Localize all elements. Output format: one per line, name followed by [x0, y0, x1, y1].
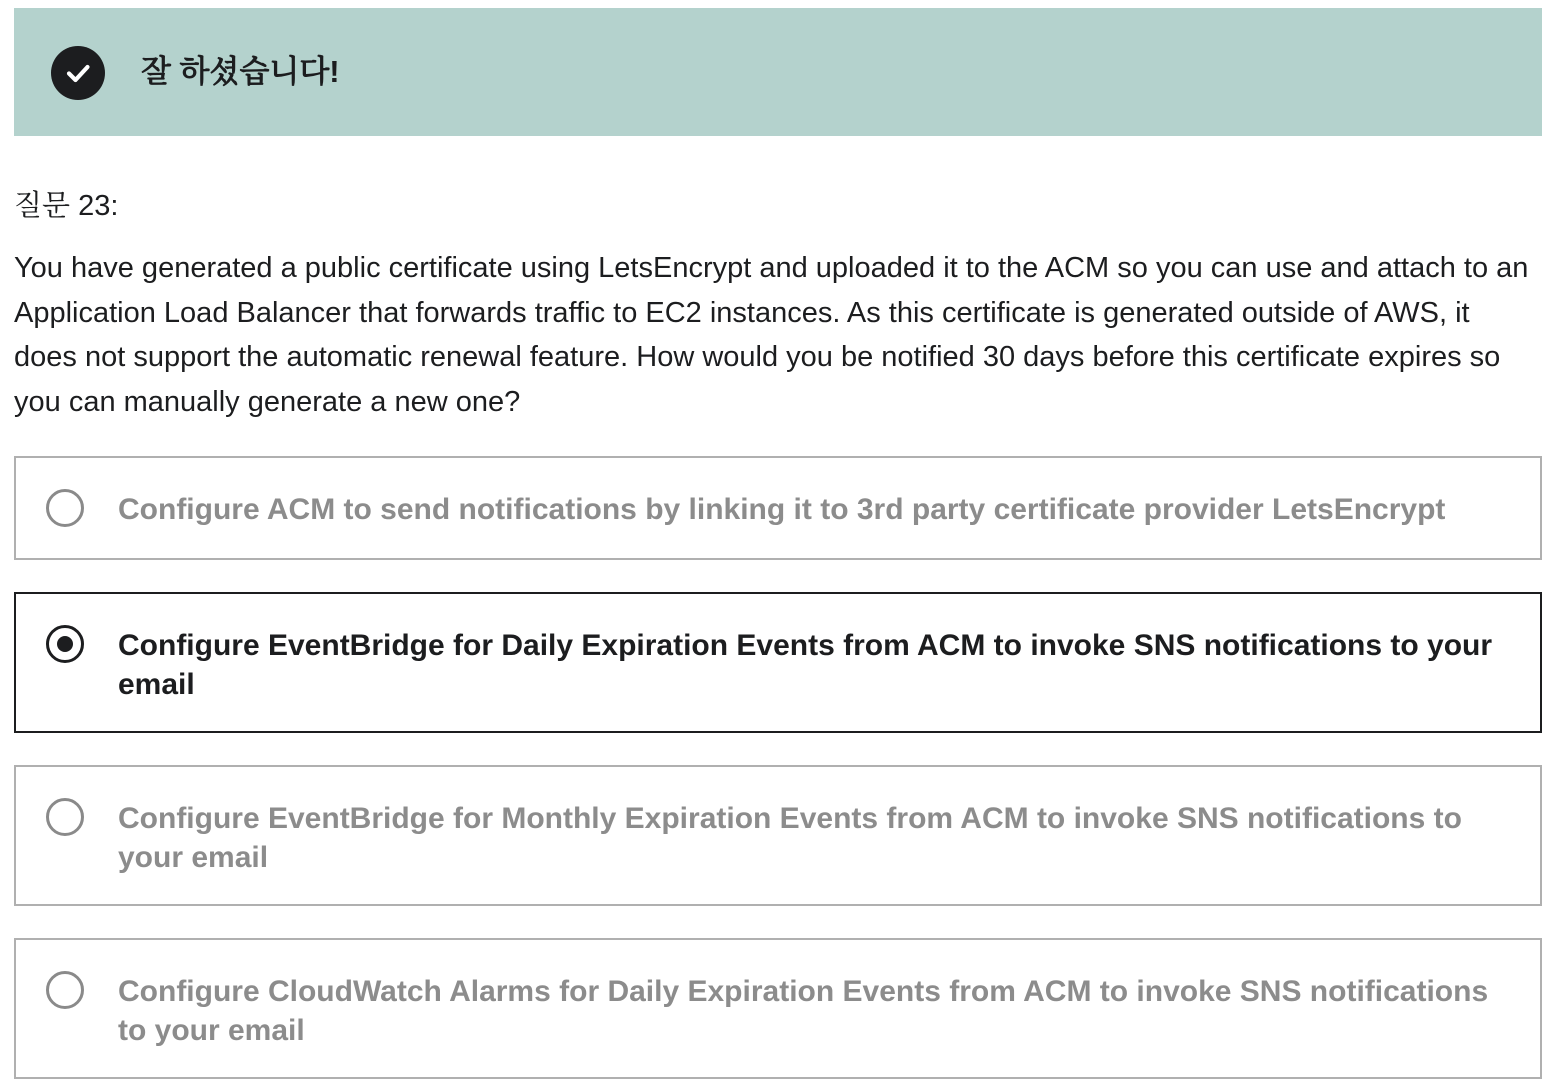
radio-button[interactable] [46, 489, 84, 527]
success-banner [14, 8, 1542, 136]
answer-option-label: Configure CloudWatch Alarms for Daily Expiration Events from ACM to invoke SNS notifications to your email [118, 975, 1489, 1047]
answer-option-4[interactable] [14, 938, 1542, 1079]
answer-option-1[interactable] [14, 456, 1542, 560]
answer-option-label: Configure ACM to send notifications by linking it to 3rd party certificate provider LetsEncrypt [118, 493, 1446, 526]
radio-selected-dot [57, 636, 73, 652]
radio-button[interactable] [46, 971, 84, 1009]
success-message: 잘 하셨습니다! [141, 54, 340, 89]
question-number: 질문 23: [14, 190, 119, 222]
radio-button[interactable] [46, 798, 84, 836]
answer-option-2[interactable] [14, 592, 1542, 733]
radio-button-selected[interactable] [46, 625, 84, 663]
check-circle-icon [51, 46, 105, 100]
answer-option-label: Configure EventBridge for Monthly Expiration Events from ACM to invoke SNS notifications to your email [118, 802, 1462, 874]
answer-option-label: Configure EventBridge for Daily Expiration Events from ACM to invoke SNS notifications to your email [118, 629, 1493, 701]
answer-option-3[interactable] [14, 765, 1542, 906]
question-text: You have generated a public certificate using LetsEncrypt and uploaded it to the ACM so you can use and attach to an Application Load Balancer that forwards traffic to EC2 instances. As this certificate is generated outside of AWS, it does not support the automatic renewal feature. How would you be notified 30 days before this certificate expires so you can manually generate a new one? [14, 252, 1529, 418]
